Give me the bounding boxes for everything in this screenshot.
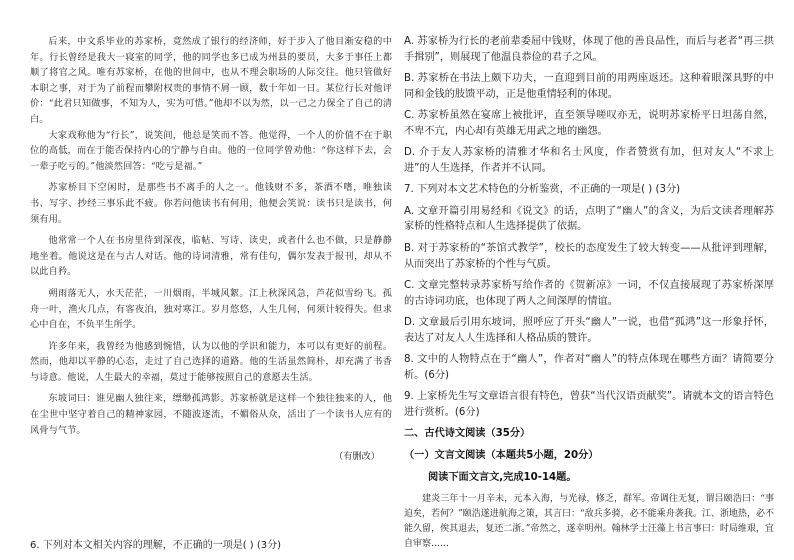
question-6: 6. 下列对本文相关内容的理解，不正确的一项是( ) (3分)	[30, 540, 282, 551]
body-paragraph: 东坡词曰：谁见幽人独往来，缥缈孤鸿影。苏家桥就是这样一个独往独来的人，他在尘世中坚守着自己的精神家园，不随波逐流，不媚俗从众，活出了一个读书人应有的风骨与气节。	[30, 393, 392, 436]
option-item: D. 介于友人苏家桥的清雅才华和名士风度，作者赞赏有加，但对友人“不求上进”的人生选择，作者并不认同。	[404, 147, 774, 175]
reading-prompt: 阅读下面文言文,完成10-14题。	[428, 471, 577, 483]
right-column	[404, 34, 774, 552]
option-item: B. 对于苏家桥的“茶馆式教学”，校长的态度发生了较大转变——从批评到理解，从而突出了苏家桥的个性与气质。	[404, 242, 774, 270]
question-8: 8. 文中的人物特点在于“幽人”，作者对“幽人”的特点体现在哪些方面？请简要分析。(6分)	[404, 354, 774, 381]
body-paragraph: 大家戏称他为“行长”，说笑间，他总是笑而不答。他觉得，一个人的价值不在于职位的高低，而在于能否保持内心的宁静与自由。他的一位同学曾劝他：“你这样下去，会一辈子吃亏的。”他淡然回答：“吃亏是福。”	[30, 129, 392, 172]
option-item: A. 文章开篇引用易经和《说文》的话，点明了“幽人”的含义，为后文读者理解苏家桥的性格特点和人生选择提供了依据。	[404, 205, 774, 233]
option-item: A. 苏家桥为行长的老前辈委屈中钱财，体现了他的善良品性，而后与老者“再三拱手揖别”，则展现了他温良恭俭的君子之风。	[404, 36, 774, 63]
body-paragraph: 他常常一个人在书房里待到深夜，临帖、写诗、读史，或者什么也不做，只是静静地坐着。他说这是在与古人对话。他的诗词清雅，常有佳句，偶尔发表于报刊，却从不以此自矜。	[30, 235, 392, 278]
ancient-text: 建炎三年十一月辛未，元本入海，与光禄，修乏，群军。帝调往无复，谓吕颐浩曰：“事迫矣，若何？”颐浩遂进航海之策，其言曰：“敌兵多骑，必不能乘舟袭我。江、浙地热，必不能久留，俟其退去，复还二浙。”帝然之，遂幸明州。翰林学士汪藻上书言事曰：时局维艰，宜自审察……	[404, 493, 774, 550]
body-paragraph: 许多年来，我曾经为他感到惋惜，认为以他的学识和能力，本可以有更好的前程。然而，他却以平静的心态，走过了自己选择的道路。他的生活虽然简朴，却充满了书香与诗意。他说，人生最大的幸福，莫过于能够按照自己的意愿去生活。	[30, 340, 392, 383]
subsection-title: （一）文言文阅读（本题共5小题，20分）	[404, 450, 599, 462]
question-7: 7. 下列对本文艺术特色的分析鉴赏，不正确的一项是( ) (3分)	[404, 184, 681, 196]
section-title: 二、古代诗文阅读（35分）	[404, 428, 531, 440]
option-item: B. 苏家桥在书法上颇下功夫，一直迎到目前的用两座返还。这种着眼深具野的中同和金钱的肢馈平动，正是他重情轻利的体现。	[404, 73, 774, 100]
body-paragraph: 苏家桥目下空闲时，是那些书不离手的人之一。他钱财不多，茶酒不嗜，唯独读书、写字、抄经三事乐此不疲。你若问他读书有何用，他便会笑说：读书只是读书，何须有用。	[30, 182, 392, 225]
attribution: （有删改）	[334, 451, 380, 463]
option-item: C. 文章完整转录苏家桥写给作者的《贺新凉》一词，不仅直接展现了苏家桥深厚的古诗词功底，也体现了两人之间深厚的情谊。	[404, 279, 774, 307]
left-column	[30, 34, 392, 462]
question-9: 9. 上家桥先生写文章语言很有特色，曾获“当代汉语贡献奖”。请就本文的语言特色进行赏析。(6分)	[404, 391, 774, 418]
body-paragraph: 后来，中文系毕业的苏家桥，竟然成了银行的经济师，好于步入了他目渐安稳的中年。行长曾经是我大一寝室的同学，他的同学也多已成为州县的要员，大多于事任上都顺了将官之风。唯有苏家桥，在他的世间中，也从不理会职场的人际交往。他只管做好本职之事，对于为了前程而攀附权贵的事情不屑一顾，数十年如一日。某位行长对他评价：“此君只知做事，不知为人，实为可惜。”他却不以为然，以一己之力保全了自己的清白。	[30, 36, 392, 125]
option-item: C. 苏家桥虽然在宴席上被批评，直至领导嗟叹亦无，说明苏家桥平日坦荡自然，不卑不亢，内心却有英雄无用武之地的幽怨。	[404, 110, 774, 137]
poem-paragraph: 朔雨落无人，水天茫茫，一川烟雨，半城风絮。江上秋深风急，芦花似雪纷飞。孤舟一叶，渔火几点，有客夜泊，独对寒江。岁月悠悠，人生几何，何须计较得失。但求心中自在，不负平生所学。	[30, 287, 392, 331]
option-item: D. 文章最后引用东坡词，照呼应了开头“幽人”一说，也借“孤鸿”这一形象抒怀，表达了对友人人生选择和人格品质的赞许。	[404, 316, 774, 344]
